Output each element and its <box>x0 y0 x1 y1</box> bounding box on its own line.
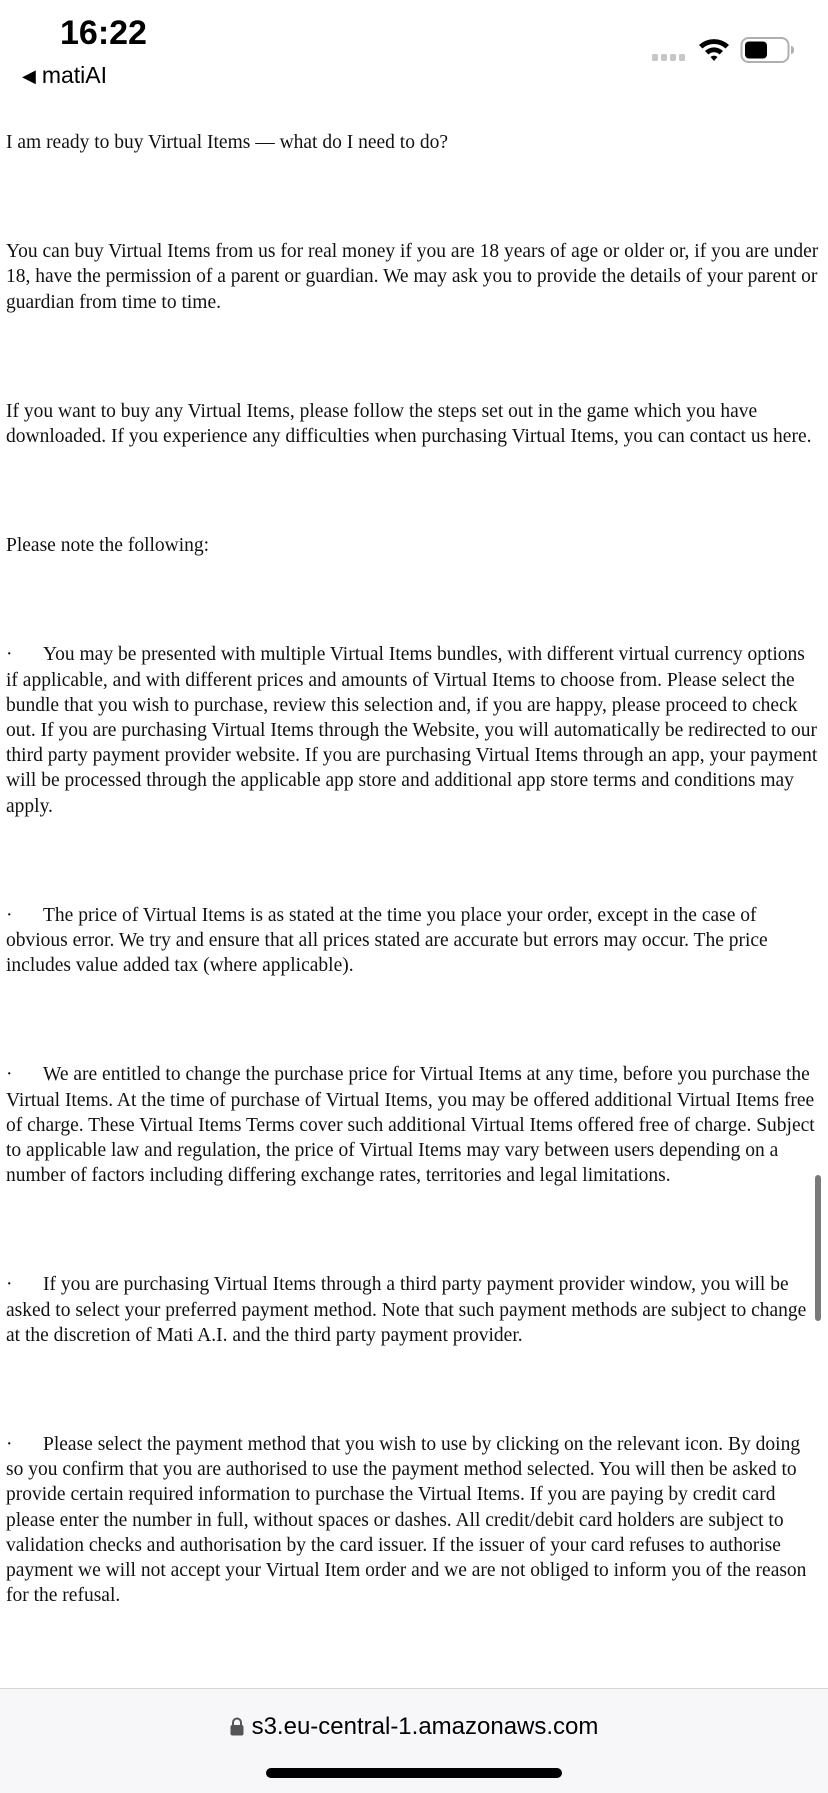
paragraph-how-to-buy: If you want to buy any Virtual Items, please follow the steps set out in the game which you have downloaded. If you experience any difficulties when purchasing Virtual Items, you can contact us here. <box>6 400 812 448</box>
back-triangle-icon: ◀ <box>22 65 36 86</box>
bullet-text: Please select the payment method that you wish to use by clicking on the relevant icon. By doing so you confirm that you are authorised to use the payment method selected. You will then be asked to provide certain required information to purchase the Virtual Items. If you are paying by credit card please enter the number in full, without spaces or dashes. All credit/debit card holders are subject to validation checks and authorisation by the card issuer. If the issuer of your card refuses to authorise payment we will not accept your Virtual Item order and we are not obliged to inform you of the reason for the refusal. <box>6 1434 807 1607</box>
bullet-marker: · <box>6 1434 13 1456</box>
list-item-price-change <box>6 1062 821 1188</box>
status-time: 16:22 <box>60 14 147 52</box>
bullet-marker: · <box>6 1064 13 1086</box>
scrollbar-thumb[interactable] <box>815 1175 821 1321</box>
paragraph-age-requirement: You can buy Virtual Items from us for real money if you are 18 years of age or older or, if you are under 18, have the permission of a parent or guardian. We may ask you to provide the details of your parent or guardian from time to time. <box>6 241 819 313</box>
bullet-text: If you are purchasing Virtual Items through a third party payment provider window, you will be asked to select your preferred payment method. Note that such payment methods are subject to change at the discretion of Mati A.I. and the third party payment provider. <box>6 1274 807 1346</box>
section-question: I am ready to buy Virtual Items — what do I need to do? <box>6 132 448 153</box>
back-to-app-button[interactable] <box>22 62 107 89</box>
lock-icon <box>230 1717 244 1736</box>
home-indicator[interactable] <box>266 1768 562 1778</box>
back-app-label: matiAI <box>41 62 108 88</box>
bullet-marker: · <box>6 904 13 926</box>
list-item-select-payment <box>6 1432 821 1608</box>
list-item-price <box>6 903 821 979</box>
address-url[interactable] <box>0 1713 828 1741</box>
status-bar <box>0 0 828 110</box>
list-item-bundles <box>6 642 821 818</box>
signal-icon <box>652 52 690 62</box>
battery-icon <box>740 36 796 64</box>
bullet-text: You may be presented with multiple Virtual Items bundles, with different virtual currency options if applicable, and with different prices and amounts of Virtual Items to choose from. Please select the bundle that you wish to purchase, review this selection and, if you are happy, please proceed to check out. If you are purchasing Virtual Items through the Website, you will automatically be redirected to our third party payment provider website. If you are purchasing Virtual Items through an app, your payment will be processed through the applicable app store and additional app store terms and conditions may apply. <box>6 644 818 817</box>
bullet-marker: · <box>6 1274 13 1296</box>
terms-content <box>6 130 821 1693</box>
address-url-text: s3.eu-central-1.amazonaws.com <box>251 1713 599 1740</box>
bullet-marker: · <box>6 644 13 666</box>
wifi-icon <box>697 36 731 62</box>
bullet-text: The price of Virtual Items is as stated at the time you place your order, except in the case of obvious error. We try and ensure that all prices stated are accurate but errors may occur. The price includes value added tax (where applicable). <box>6 904 768 977</box>
list-item-payment-method <box>6 1272 821 1348</box>
bullet-text: We are entitled to change the purchase price for Virtual Items at any time, before you purchase the Virtual Items. At the time of purchase of Virtual Items, you may be offered additional Virtual Items free of charge. These Virtual Items Terms cover such additional Virtual Items offered free of charge. Subject to applicable law and regulation, the price of Virtual Items may vary between users depending on a number of factors including differing exchange rates, territories and legal limitations. <box>6 1064 815 1187</box>
paragraph-note-following: Please note the following: <box>6 535 210 557</box>
